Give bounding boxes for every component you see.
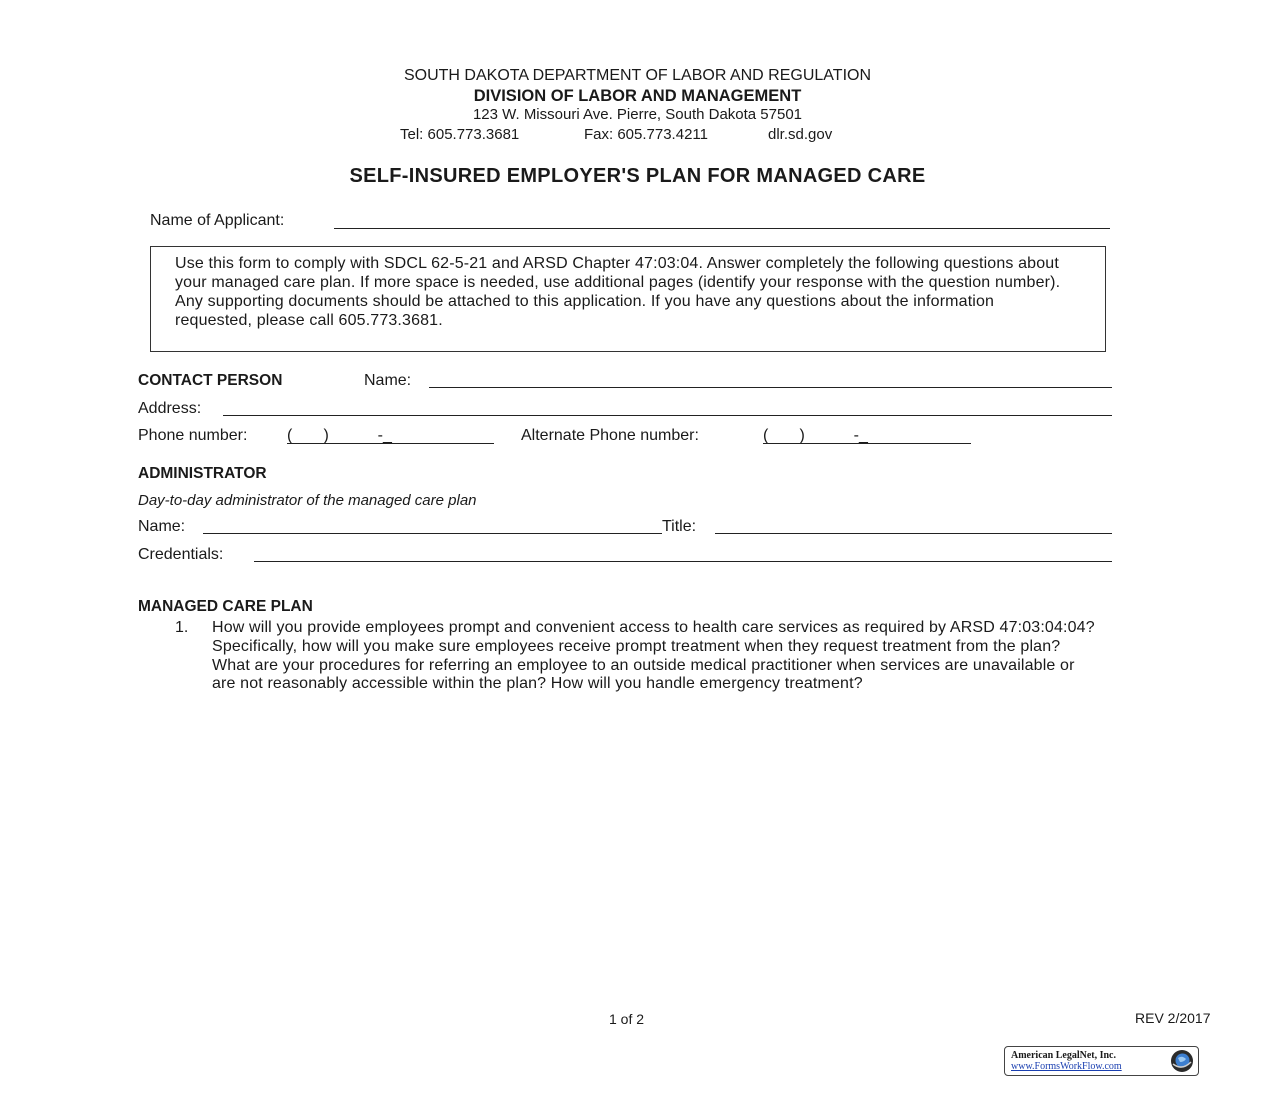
page-number: 1 of 2 [609,1011,645,1027]
managed-care-heading: MANAGED CARE PLAN [138,598,313,615]
website-info: dlr.sd.gov [768,126,833,143]
question-text: How will you provide employees prompt and convenient access to health care services as required by ARSD 47:03:04:04? Specifically, how will you make sure employees receive prompt treatment when they request treatment from the plan? What are your procedures for referring an employee to an outside medical practitioner when services are unavailable or are not reasonably accessible within the plan? How will you handle emergency treatment? [212,619,1095,693]
alt-phone-value: ( ) -_ [763,427,868,444]
instructions-text: Use this form to comply with SDCL 62-5-21 and ARSD Chapter 47:03:04. Answer completely the following questions about your managed care plan. If more space is needed, use additional pages (identify your response with the question number). Any supporting documents should be attached to this application. If you have any questions about the information requested, please call 605.773.3681. [175,255,1061,329]
contact-name-field[interactable] [429,387,1112,388]
globe-icon [1170,1049,1194,1073]
instructions-box [150,246,1106,352]
department-name: SOUTH DAKOTA DEPARTMENT OF LABOR AND REGULATION [403,67,872,84]
phone-field[interactable] [287,443,494,444]
contact-heading: CONTACT PERSON [138,372,283,389]
contact-name-label: Name: [364,372,412,389]
credentials-field[interactable] [254,561,1112,562]
form-title: SELF-INSURED EMPLOYER'S PLAN FOR MANAGED CARE [349,165,926,187]
fax-info: Fax: 605.773.4211 [584,126,708,143]
alt-phone-field[interactable] [763,443,971,444]
logo-company-name: American LegalNet, Inc. [1011,1050,1116,1061]
department-address: 123 W. Missouri Ave. Pierre, South Dakota 57501 [472,106,803,123]
contact-address-field[interactable] [223,415,1112,416]
americanlegalnet-logo[interactable] [1004,1046,1199,1076]
admin-name-label: Name: [138,518,186,535]
contact-address-label: Address: [138,400,202,417]
admin-title-field[interactable] [715,533,1112,534]
applicant-label: Name of Applicant: [150,212,285,229]
applicant-name-field[interactable] [334,228,1110,229]
division-name: DIVISION OF LABOR AND MANAGEMENT [473,87,802,105]
question-number: 1. [175,619,189,636]
revision-label: REV 2/2017 [1135,1010,1211,1026]
administrator-subtitle: Day-to-day administrator of the managed care plan [138,492,477,509]
administrator-heading: ADMINISTRATOR [138,465,267,482]
admin-name-field[interactable] [203,533,662,534]
phone-value: ( ) -_ [287,427,392,444]
phone-info: Tel: 605.773.3681 [400,126,520,143]
credentials-label: Credentials: [138,546,224,563]
admin-title-label: Title: [662,518,697,535]
logo-website-link[interactable]: www.FormsWorkFlow.com [1011,1061,1122,1072]
alt-phone-label: Alternate Phone number: [521,427,699,444]
phone-label: Phone number: [138,427,248,444]
